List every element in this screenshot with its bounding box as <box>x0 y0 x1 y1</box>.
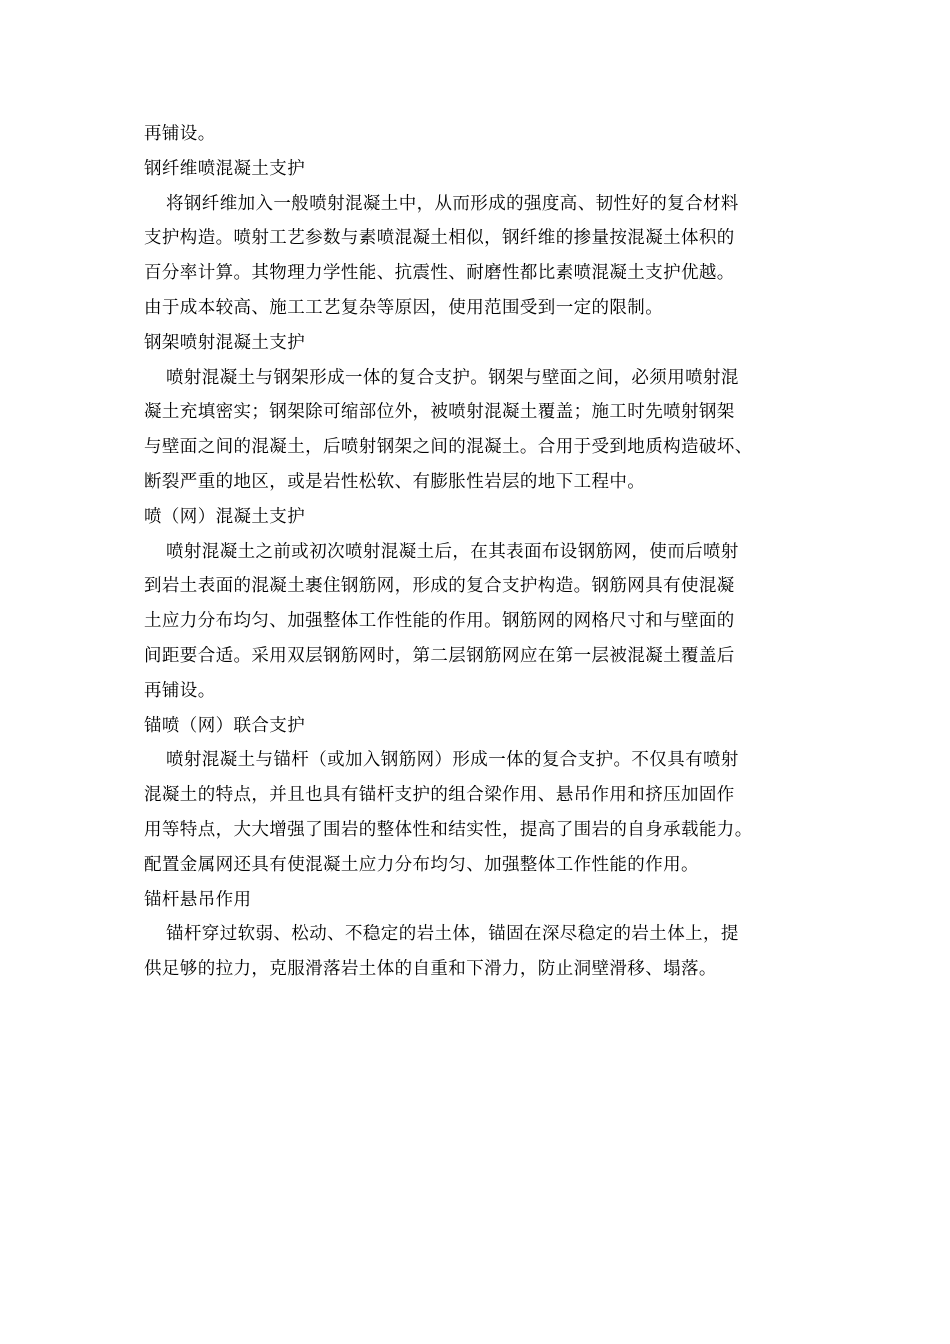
paragraph-line: 再铺设。 <box>144 680 216 701</box>
paragraph-line: 土应力分布均匀、加强整体工作性能的作用。钢筋网的网格尺寸和与壁面的 <box>144 611 735 632</box>
paragraph-line: 喷射混凝土之前或初次喷射混凝土后，在其表面布设钢筋网，使而后喷射 <box>166 541 739 562</box>
paragraph-line: 混凝土的特点，并且也具有锚杆支护的组合梁作用、悬吊作用和挤压加固作 <box>144 785 735 806</box>
section-heading-steel-fiber: 钢纤维喷混凝土支护 <box>144 158 306 179</box>
paragraph-line: 供足够的拉力，克服滑落岩土体的自重和下滑力，防止洞壁滑移、塌落。 <box>144 959 717 980</box>
section-heading-steel-frame: 钢架喷射混凝土支护 <box>144 332 306 353</box>
paragraph-line: 与壁面之间的混凝土，后喷射钢架之间的混凝土。合用于受到地质构造破坏、 <box>144 437 753 458</box>
paragraph-line: 配置金属网还具有使混凝土应力分布均匀、加强整体工作性能的作用。 <box>144 854 699 875</box>
section-heading-bolt-suspension: 锚杆悬吊作用 <box>144 889 252 910</box>
paragraph-line: 锚杆穿过软弱、松动、不稳定的岩土体，锚固在深尽稳定的岩土体上，提 <box>166 924 739 945</box>
lead-fragment: 再铺设。 <box>144 124 216 144</box>
document-body <box>144 117 816 987</box>
paragraph-line: 断裂严重的地区，或是岩性松软、有膨胀性岩层的地下工程中。 <box>144 471 646 492</box>
paragraph-line: 间距要合适。采用双层钢筋网时，第二层钢筋网应在第一层被混凝土覆盖后 <box>144 645 735 666</box>
section-heading-mesh-shotcrete: 喷（网）混凝土支护 <box>144 506 306 527</box>
paragraph-line: 由于成本较高、施工工艺复杂等原因，使用范围受到一定的限制。 <box>144 297 664 318</box>
paragraph-line: 喷射混凝土与钢架形成一体的复合支护。钢架与壁面之间，必须用喷射混 <box>166 367 739 388</box>
section-heading-bolt-shotcrete: 锚喷（网）联合支护 <box>144 715 306 736</box>
paragraph-line: 凝土充填密实；钢架除可缩部位外，被喷射混凝土覆盖；施工时先喷射钢架 <box>144 402 735 423</box>
paragraph-line: 到岩土表面的混凝土裹住钢筋网，形成的复合支护构造。钢筋网具有使混凝 <box>144 576 735 597</box>
paragraph-line: 将钢纤维加入一般喷射混凝土中，从而形成的强度高、韧性好的复合材料 <box>166 193 739 214</box>
paragraph-line: 支护构造。喷射工艺参数与素喷混凝土相似，钢纤维的掺量按混凝土体积的 <box>144 228 735 249</box>
paragraph-line: 喷射混凝土与锚杆（或加入钢筋网）形成一体的复合支护。不仅具有喷射 <box>166 750 739 771</box>
paragraph-line: 百分率计算。其物理力学性能、抗震性、耐磨性都比素喷混凝土支护优越。 <box>144 263 735 284</box>
paragraph-line: 用等特点，大大增强了围岩的整体性和结实性，提高了围岩的自身承载能力。 <box>144 819 753 840</box>
